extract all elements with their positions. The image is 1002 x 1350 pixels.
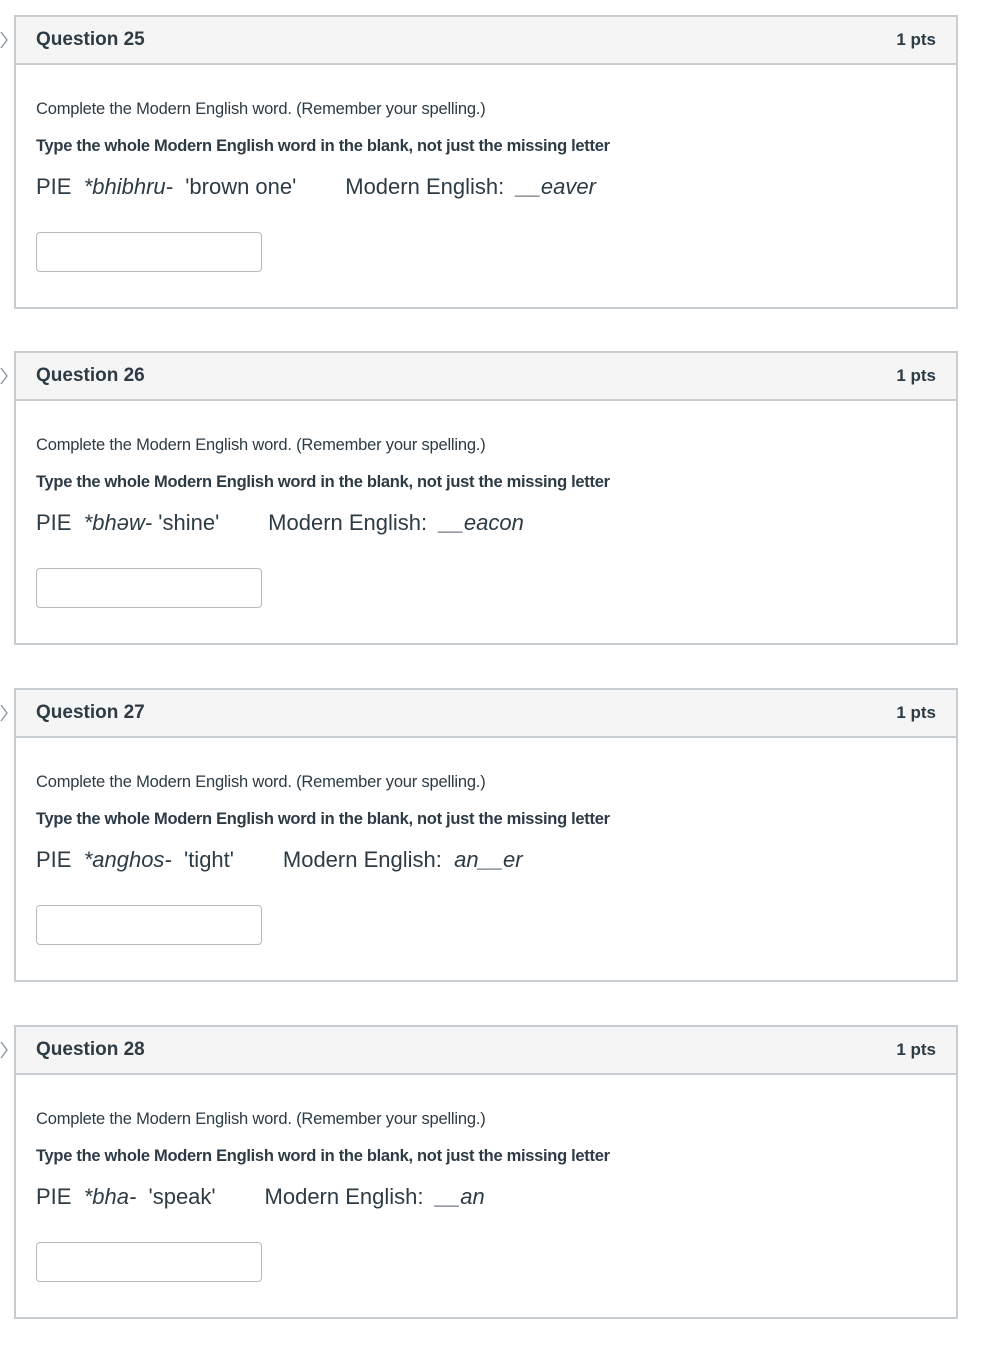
question-points: 1 pts [896,30,936,49]
question-instruction: Complete the Modern English word. (Remember your spelling.) [36,436,486,454]
pie-gloss: 'shine' [152,510,220,535]
question-body [16,1075,956,1317]
question-title: Question 26 [36,365,145,386]
pie-gloss: 'tight' [171,847,234,872]
question-points: 1 pts [896,366,936,385]
question-instruction: Complete the Modern English word. (Remember your spelling.) [36,100,486,118]
question-instruction-bold: Type the whole Modern English word in the blank, not just the missing letter [36,810,610,828]
pie-root: *bhəw- [83,510,153,535]
modern-english-word: __eaver [516,174,596,199]
question-header [16,17,956,65]
modern-english-word: __an [435,1184,485,1209]
question-instruction-bold: Type the whole Modern English word in the blank, not just the missing letter [36,137,610,155]
question-header [16,1027,956,1075]
pie-gloss: 'speak' [136,1184,216,1209]
question-points: 1 pts [896,1040,936,1059]
pie-gloss: 'brown one' [172,174,297,199]
question-instruction: Complete the Modern English word. (Remember your spelling.) [36,773,486,791]
question-card [14,15,958,309]
question-card [14,351,958,645]
question-prompt [36,510,936,536]
question-header [16,353,956,401]
pie-label: PIE [36,510,84,535]
question-body [16,65,956,307]
question-instruction: Complete the Modern English word. (Remember your spelling.) [36,1110,486,1128]
pie-label: PIE [36,847,84,872]
answer-input[interactable] [36,905,262,945]
question-prompt [36,847,936,873]
question-header [16,690,956,738]
pie-label: PIE [36,174,84,199]
chevron-right-icon [0,704,8,722]
modern-english-word: __eacon [439,510,524,535]
modern-english-label: Modern English: [215,1184,436,1209]
question-title: Question 27 [36,702,145,723]
question-instruction-bold: Type the whole Modern English word in the blank, not just the missing letter [36,1147,610,1165]
pie-root: *bha- [83,1184,137,1209]
pie-root: *anghos- [83,847,172,872]
pie-root: *bhibhru- [83,174,173,199]
modern-english-label: Modern English: [233,847,455,872]
answer-input[interactable] [36,232,262,272]
question-card [14,688,958,982]
answer-input[interactable] [36,1242,262,1282]
question-body [16,738,956,980]
question-body [16,401,956,643]
chevron-right-icon [0,31,8,49]
chevron-right-icon [0,1041,8,1059]
answer-input[interactable] [36,568,262,608]
chevron-right-icon [0,367,8,385]
modern-english-word: an__er [454,847,523,872]
question-points: 1 pts [896,703,936,722]
question-instruction-bold: Type the whole Modern English word in the blank, not just the missing letter [36,473,610,491]
question-card [14,1025,958,1319]
question-prompt [36,174,936,200]
question-title: Question 28 [36,1039,145,1060]
modern-english-label: Modern English: [296,174,517,199]
question-prompt [36,1184,936,1210]
modern-english-label: Modern English: [219,510,440,535]
question-title: Question 25 [36,29,145,50]
pie-label: PIE [36,1184,84,1209]
